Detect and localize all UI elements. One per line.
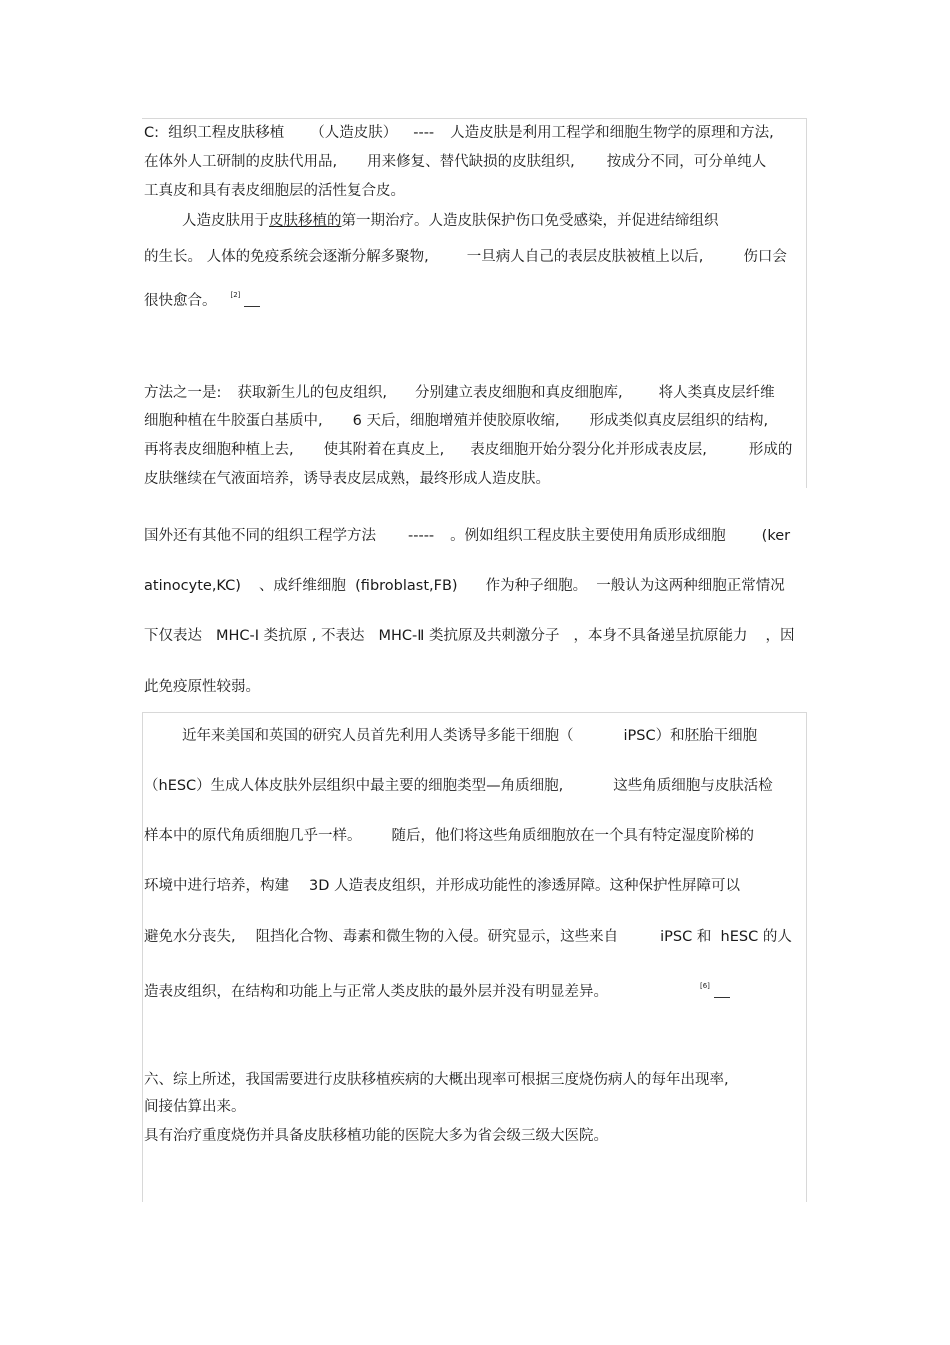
- text-line: 再将表皮细胞种植上去, 使其附着在真皮上, 表皮细胞开始分裂分化并形成表皮层, 形成的: [144, 442, 793, 458]
- text-line: 避免水分丧失, 阻挡化合物、毒素和微生物的入侵。研究显示，这些来自 iPSC 和 hESC 的人: [144, 929, 792, 945]
- frame-top-line-2: [142, 712, 806, 713]
- text-line: （hESC）生成人体皮肤外层组织中最主要的细胞类型—角质细胞, 这些角质细胞与皮肤活检: [144, 778, 773, 794]
- text-line: 近年来美国和英国的研究人员首先利用人类诱导多能干细胞（ iPSC）和胚胎干细胞: [182, 728, 758, 744]
- text-line: 环境中进行培养，构建 3D 人造表皮组织，并形成功能性的渗透屏障。这种保护性屏障可以: [144, 878, 740, 894]
- text-line: 此免疫原性较弱。: [144, 679, 260, 695]
- text-line: C: 组织工程皮肤移植 （人造皮肤） ---- 人造皮肤是利用工程学和细胞生物学的原理和方法,: [144, 125, 774, 141]
- text-line: 六、综上所述，我国需要进行皮肤移植疾病的大概出现率可根据三度烧伤病人的每年出现率,: [144, 1072, 729, 1088]
- text-line: 的生长。 人体的免疫系统会逐渐分解多聚物, 一旦病人自己的表层皮肤被植上以后, 伤口会: [144, 249, 787, 265]
- text-line: 国外还有其他不同的组织工程学方法 ----- 。例如组织工程皮肤主要使用角质形成细胞 (ker: [144, 528, 791, 544]
- text-line: 人造皮肤用于皮肤移植的第一期治疗。人造皮肤保护伤口免受感染，并促进结缔组织: [182, 213, 719, 229]
- text-line: 皮肤继续在气液面培养，诱导表皮层成熟，最终形成人造皮肤。: [144, 471, 550, 487]
- text-line: 方法之一是: 获取新生儿的包皮组织, 分别建立表皮细胞和真皮细胞库, 将人类真皮层纤维: [144, 385, 775, 401]
- text-line: 工真皮和具有表皮细胞层的活性复合皮。: [144, 183, 405, 199]
- text-line: 间接估算出来。: [144, 1099, 246, 1115]
- text-line: 在体外人工研制的皮肤代用品, 用来修复、替代缺损的皮肤组织, 按成分不同，可分单纯人: [144, 154, 767, 170]
- text-line: 造表皮组织，在结构和功能上与正常人类皮肤的最外层并没有明显差异。 [6]: [144, 976, 730, 1002]
- reference-marker[interactable]: [6]: [700, 982, 710, 990]
- text-line: 下仅表达 MHC-Ⅰ 类抗原 , 不表达 MHC-Ⅱ 类抗原及共刺激分子 ，本身不具备递呈抗原能力 ，因: [144, 628, 795, 644]
- frame-right-line-2: [806, 712, 807, 1202]
- text-line: 很快愈合。 [2]: [144, 285, 260, 311]
- reference-marker[interactable]: [2]: [230, 291, 241, 299]
- reference-underline: [244, 296, 260, 307]
- text-line: 具有治疗重度烧伤并具备皮肤移植功能的医院大多为省会级三级大医院。: [144, 1128, 608, 1144]
- frame-top-line: [142, 118, 806, 119]
- text-line: atinocyte,KC) 、成纤维细胞 (fibroblast,FB) 作为种子细胞。 一般认为这两种细胞正常情况: [144, 578, 785, 594]
- text-line: 样本中的原代角质细胞几乎一样。 随后，他们将这些角质细胞放在一个具有特定湿度阶梯的: [144, 828, 754, 844]
- text-line: 细胞种植在牛胶蛋白基质中, 6 天后，细胞增殖并使胶原收缩, 形成类似真皮层组织的结构,: [144, 413, 769, 429]
- frame-left-line-2: [142, 712, 143, 1202]
- reference-underline: [714, 987, 730, 998]
- frame-right-line: [806, 118, 807, 488]
